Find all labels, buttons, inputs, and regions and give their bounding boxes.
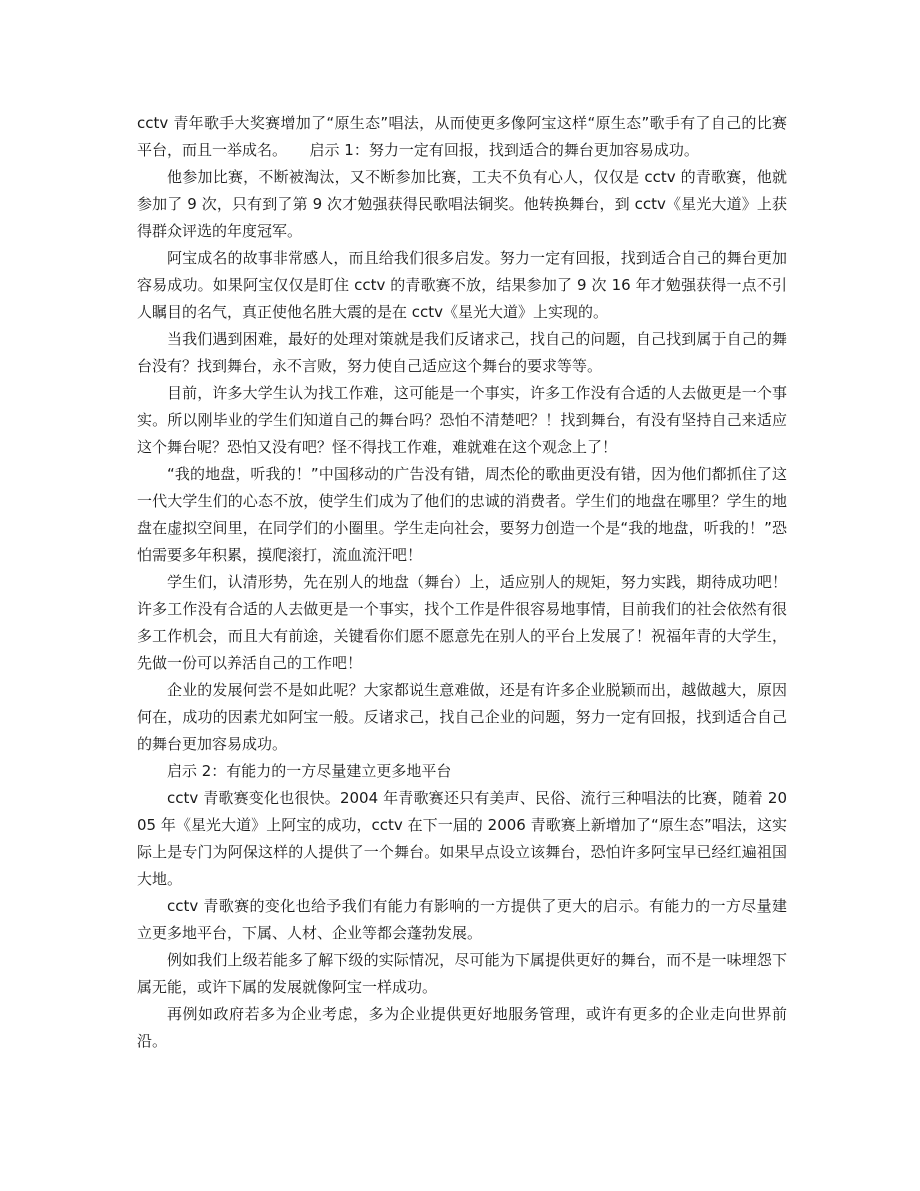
paragraph-7: 学生们，认清形势，先在别人的地盘（舞台）上，适应别人的规矩，努力实践，期待成功吧！许多工作没有合适的人去做更是一个事实，找个工作是件很容易地事情，目前我们的社会依然有很多工作机会，而且大有前途，关键看你们愿不愿意先在别人的平台上发展了！祝福年青的大学生，先做一份可以养活自己的工作吧！: [137, 573, 787, 672]
paragraph-4: 当我们遇到困难，最好的处理对策就是我们反诸求己，找自己的问题，自己找到属于自己的舞台没有？找到舞台，永不言败，努力使自己适应这个舞台的要求等等。: [137, 330, 787, 375]
paragraph-3: 阿宝成名的故事非常感人，而且给我们很多启发。努力一定有回报，找到适合自己的舞台更加容易成功。如果阿宝仅仅是盯住 cctv 的青歌赛不放，结果参加了 9 次 16 年才勉强获得一点不引人瞩目的名气，真正使他名胜大震的是在 cctv《星光大道》上实现的。: [137, 249, 787, 321]
paragraph-6: “我的地盘，听我的！”中国移动的广告没有错，周杰伦的歌曲更没有错，因为他们都抓住了这一代大学生们的心态不放，使学生们成为了他们的忠诚的消费者。学生们的地盘在哪里？学生的地盘在虚拟空间里，在同学们的小圈里。学生走向社会，要努力创造一个是“我的地盘，听我的！”恐怕需要多年积累，摸爬滚打，流血流汗吧！: [137, 465, 787, 564]
paragraph-2: 他参加比赛，不断被淘汰，又不断参加比赛，工夫不负有心人，仅仅是 cctv 的青歌赛，他就参加了 9 次，只有到了第 9 次才勉强获得民歌唱法铜奖。他转换舞台，到 cctv《星光大道》上获得群众评选的年度冠军。: [137, 168, 787, 240]
paragraph-10: cctv 青歌赛变化也很快。2004 年青歌赛还只有美声、民俗、流行三种唱法的比赛，随着 2005 年《星光大道》上阿宝的成功，cctv 在下一届的 2006 青歌赛上新增加了“原生态”唱法，这实际上是专门为阿保这样的人提供了一个舞台。如果早点设立该舞台，恐怕许多阿宝早已经红遍祖国大地。: [137, 789, 787, 888]
heading-insight-2: 启示 2：有能力的一方尽量建立更多地平台: [167, 762, 452, 780]
paragraph-5: 目前，许多大学生认为找工作难，这可能是一个事实，许多工作没有合适的人去做更是一个事实。所以刚毕业的学生们知道自己的舞台吗？恐怕不清楚吧？！找到舞台，有没有坚持自己来适应这个舞台呢？恐怕又没有吧？怪不得找工作难，难就难在这个观念上了！: [137, 384, 787, 456]
paragraph-11: cctv 青歌赛的变化也给予我们有能力有影响的一方提供了更大的启示。有能力的一方尽量建立更多地平台，下属、人材、企业等都会蓬勃发展。: [137, 897, 787, 942]
paragraph-12: 例如我们上级若能多了解下级的实际情况，尽可能为下属提供更好的舞台，而不是一味埋怨下属无能，或许下属的发展就像阿宝一样成功。: [137, 951, 787, 996]
paragraph-1: cctv 青年歌手大奖赛增加了“原生态”唱法，从而使更多像阿宝这样“原生态”歌手有了自己的比赛平台，而且一举成名。 启示 1：努力一定有回报，找到适合的舞台更加容易成功。: [137, 114, 787, 159]
paragraph-13: 再例如政府若多为企业考虑，多为企业提供更好地服务管理，或许有更多的企业走向世界前沿。: [137, 1005, 787, 1050]
document-body: [137, 110, 787, 1055]
paragraph-8: 企业的发展何尝不是如此呢？大家都说生意难做，还是有许多企业脱颖而出，越做越大，原因何在，成功的因素尤如阿宝一般。反诸求己，找自己企业的问题，努力一定有回报，找到适合自己的舞台更加容易成功。: [137, 681, 787, 753]
